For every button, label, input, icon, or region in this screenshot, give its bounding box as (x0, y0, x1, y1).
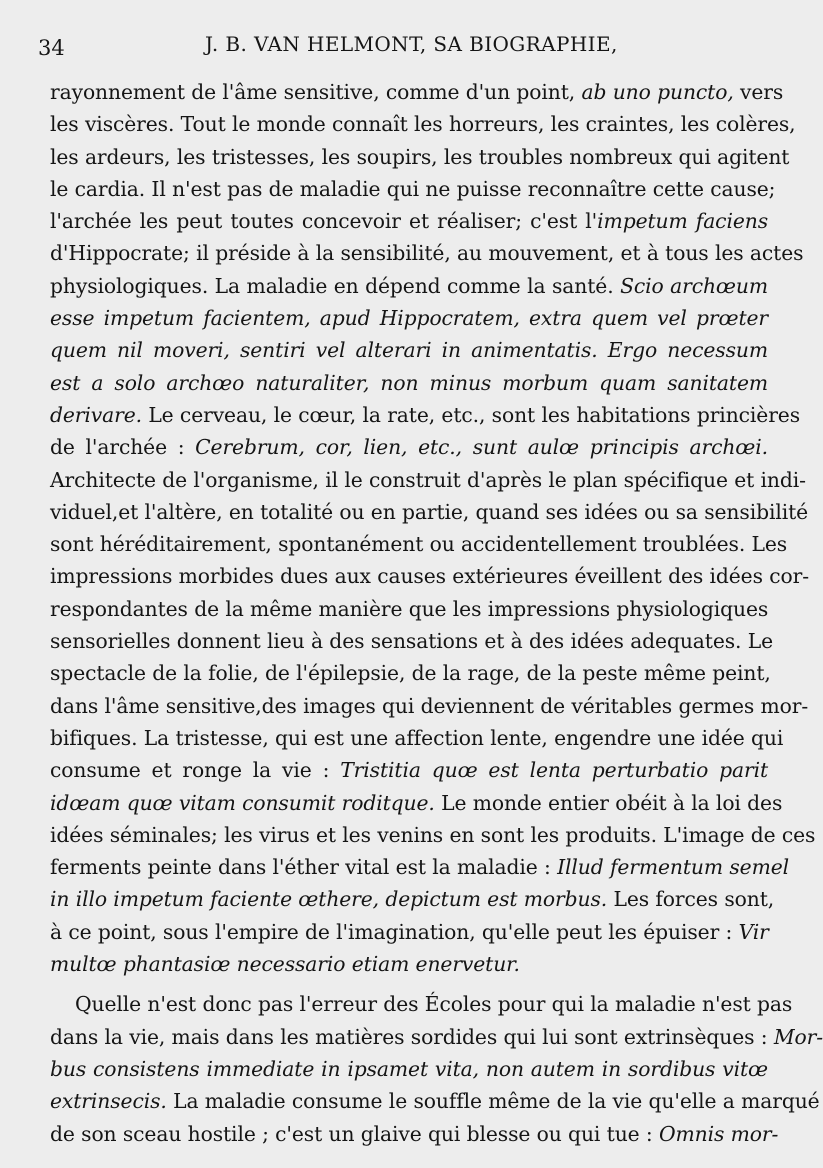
text-run: sensorielles donnent lieu à des sensations et à des idées adequates. Le (50, 629, 774, 654)
text-line (50, 787, 783, 819)
page-number: 34 (38, 36, 65, 60)
text-line (50, 916, 768, 948)
text-line (50, 819, 816, 851)
text-run: Le monde entier obéit à la loi des (434, 790, 783, 815)
latin-quotation: est a solo archœo naturaliter, non minus morbum quam sanitatem (50, 370, 768, 395)
latin-quotation: quem nil moveri, sentiri vel alterari in animentatis. Ergo necessum (50, 338, 768, 363)
latin-quotation: Vir (738, 919, 769, 944)
latin-quotation: Scio archœum (620, 273, 768, 298)
text-line (50, 528, 788, 560)
text-run: idées séminales; les virus et les venins en sont les produits. L'image de ces (50, 822, 816, 847)
text-run: respondantes de la même manière que les impressions physiologiques (50, 596, 769, 621)
text-run: Architecte de l'organisme, il le construit d'après le plan spécifique et indi- (50, 467, 806, 492)
text-run: consume et ronge la vie : (50, 758, 341, 783)
text-run: Les forces sont, (607, 887, 775, 912)
text-line (50, 76, 784, 108)
text-line (50, 948, 768, 980)
text-run: Le cerveau, le cœur, la rate, etc., sont les habitations princières (141, 402, 801, 427)
text-line (50, 367, 768, 399)
text-line (50, 399, 801, 431)
text-run: le cardia. Il n'est pas de maladie qui ne puisse reconnaître cette cause; (50, 176, 776, 201)
text-line (50, 108, 796, 140)
text-line (50, 464, 806, 496)
paragraph (50, 988, 823, 1149)
text-run: ferments peinte dans l'éther vital est la maladie : (50, 855, 558, 880)
text-line (50, 988, 793, 1020)
latin-quotation: impetum faciens (597, 209, 769, 234)
text-run: La maladie consume le souffle même de la vie qu'elle a marqué (166, 1089, 820, 1114)
text-run: de son sceau hostile ; c'est un glaive qui blesse ou qui tue : (50, 1121, 659, 1146)
text-run: impressions morbides dues aux causes extérieures éveillent des idées cor- (50, 564, 809, 589)
text-run: les ardeurs, les tristesses, les soupirs, les troubles nombreux qui agitent (50, 144, 790, 169)
latin-quotation: Cerebrum, cor, lien, etc., sunt aulœ principis archœi. (195, 435, 768, 460)
text-line (50, 205, 768, 237)
text-line (50, 754, 768, 786)
text-run: vers (733, 80, 784, 104)
text-run: l'archée les peut toutes concevoir et réaliser; c'est l' (50, 209, 598, 234)
text-line (50, 1118, 779, 1150)
text-run: les viscères. Tout le monde connaît les horreurs, les craintes, les colères, (50, 112, 796, 137)
text-line (50, 270, 768, 302)
latin-quotation: derivare. (50, 402, 142, 427)
text-line (50, 1021, 823, 1053)
text-run: rayonnement de l'âme sensitive, comme d'un point, (50, 80, 582, 104)
latin-quotation: ab uno puncto, (581, 80, 734, 104)
text-run: de l'archée : (50, 435, 196, 460)
text-line (50, 657, 771, 689)
latin-quotation: Tristitia quœ est lenta perturbatio parit (340, 758, 769, 783)
latin-quotation: Illud fermentum semel (557, 855, 790, 880)
latin-quotation: in illo impetum faciente œthere, depictum est morbus. (50, 887, 608, 912)
text-run: sont héréditairement, spontanément ou accidentellement troublées. Les (50, 532, 788, 557)
latin-quotation: Mor- (773, 1024, 823, 1049)
text-line (50, 690, 809, 722)
text-run: physiologiques. La maladie en dépend comme la santé. (50, 273, 621, 298)
latin-quotation: idœam quœ vitam consumit roditque. (50, 790, 435, 815)
text-run: bifiques. La tristesse, qui est une affection lente, engendre une idée qui (50, 725, 784, 750)
latin-quotation: extrinsecis. (50, 1089, 167, 1114)
text-line (50, 1053, 768, 1085)
text-line (50, 883, 775, 915)
latin-quotation: esse impetum facientem, apud Hippocratem, extra quem vel prœter (50, 306, 768, 331)
page-header (0, 28, 800, 68)
text-line (50, 431, 768, 463)
paragraph (50, 76, 816, 980)
text-run: viduel,et l'altère, en totalité ou en partie, quand ses idées ou sa sensibilité (50, 499, 809, 524)
latin-quotation: multœ phantasiœ necessario etiam enervetur. (50, 952, 520, 977)
running-title: J. B. VAN HELMONT, SA BIOGRAPHIE, (205, 32, 618, 56)
text-line (50, 593, 768, 625)
paragraph-gap (50, 980, 768, 988)
text-line (50, 722, 784, 754)
text-run: à ce point, sous l'empire de l'imagination, qu'elle peut les épuiser : (50, 919, 739, 944)
text-line (50, 302, 768, 334)
text-run: spectacle de la folie, de l'épilepsie, de la rage, de la peste même peint, (50, 661, 771, 686)
text-line (50, 1085, 820, 1117)
latin-quotation: Omnis mor- (658, 1121, 779, 1146)
latin-quotation: bus consistens immediate in ipsamet vita, non autem in sordibus vitœ (50, 1056, 768, 1081)
text-run: Quelle n'est donc pas l'erreur des Écoles pour qui la maladie n'est pas (75, 992, 793, 1017)
text-line (50, 560, 809, 592)
body-text (50, 76, 823, 1150)
text-run: dans la vie, mais dans les matières sordides qui lui sont extrinsèques : (50, 1024, 774, 1049)
text-line (50, 141, 790, 173)
text-line (50, 496, 809, 528)
text-line (50, 173, 776, 205)
text-line (50, 625, 774, 657)
text-run: d'Hippocrate; il préside à la sensibilité, au mouvement, et à tous les actes (50, 241, 804, 266)
text-line (50, 237, 804, 269)
text-line (50, 334, 768, 366)
text-line (50, 851, 790, 883)
text-run: dans l'âme sensitive,des images qui deviennent de véritables germes mor- (50, 693, 809, 718)
